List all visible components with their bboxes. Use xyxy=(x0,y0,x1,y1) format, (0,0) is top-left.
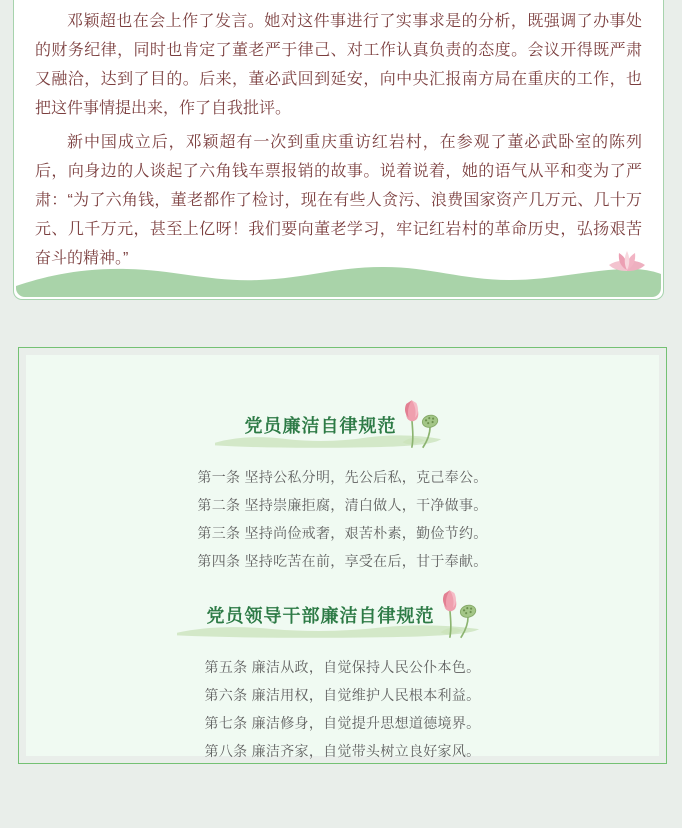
rules-list-members xyxy=(26,463,659,575)
article-body xyxy=(14,0,663,273)
lotus-bud-icon xyxy=(399,398,441,450)
section-title: 党员领导干部廉洁自律规范 xyxy=(206,606,435,626)
section-title: 党员廉洁自律规范 xyxy=(244,416,397,436)
rule-item-8: 第八条 廉洁齐家，自觉带头树立良好家风。 xyxy=(204,743,481,759)
rule-item-4: 第四条 坚持吃苦在前，享受在后，甘于奉献。 xyxy=(197,553,488,569)
section-heading-members xyxy=(245,399,441,451)
rule-item-6: 第六条 廉洁用权，自觉维护人民根本利益。 xyxy=(204,687,481,703)
article-paragraph-1: 邓颖超也在会上作了发言。她对这件事进行了实事求是的分析，既强调了办事处的财务纪律，同时也肯定了董老严于律己、对工作认真负责的态度。会议开得既严肃又融洽，达到了目的。后来，董必武回到延安，向中央汇报南方局在重庆的工作，也把这件事情提出来，作了自我批评。 xyxy=(35,13,642,117)
rule-item-2: 第二条 坚持崇廉拒腐，清白做人，干净做事。 xyxy=(197,497,488,513)
article-paragraph-2: 新中国成立后，邓颖超有一次到重庆重访红岩村，在参观了董必武卧室的陈列后，向身边的人谈起了六角钱车票报销的故事。说着说着，她的语气从平和变为了严肃：“为了六角钱，董老都作了检讨，现在有些人贪污、浪费国家资产几万元、几十万元、几千万元，甚至上亿呀！我们要向董老学习，牢记红岩村的革命历史，弘扬艰苦奋斗的精神。” xyxy=(35,134,642,267)
rule-item-1: 第一条 坚持公私分明，先公后私，克己奉公。 xyxy=(197,469,488,485)
rule-item-7: 第七条 廉洁修身，自觉提升思想道德境界。 xyxy=(204,715,481,731)
hills-divider xyxy=(16,255,661,297)
article-card xyxy=(13,0,664,300)
rules-panel xyxy=(26,355,659,759)
green-hills-icon xyxy=(16,255,661,297)
lotus-flower-icon xyxy=(605,243,649,273)
section-heading-leaders xyxy=(207,589,479,641)
lotus-bud-icon xyxy=(437,588,479,640)
rules-list-leaders xyxy=(26,653,659,765)
rule-item-3: 第三条 坚持尚俭戒奢，艰苦朴素，勤俭节约。 xyxy=(197,525,488,541)
rules-card xyxy=(18,347,667,764)
rule-item-5: 第五条 廉洁从政，自觉保持人民公仆本色。 xyxy=(204,659,481,675)
